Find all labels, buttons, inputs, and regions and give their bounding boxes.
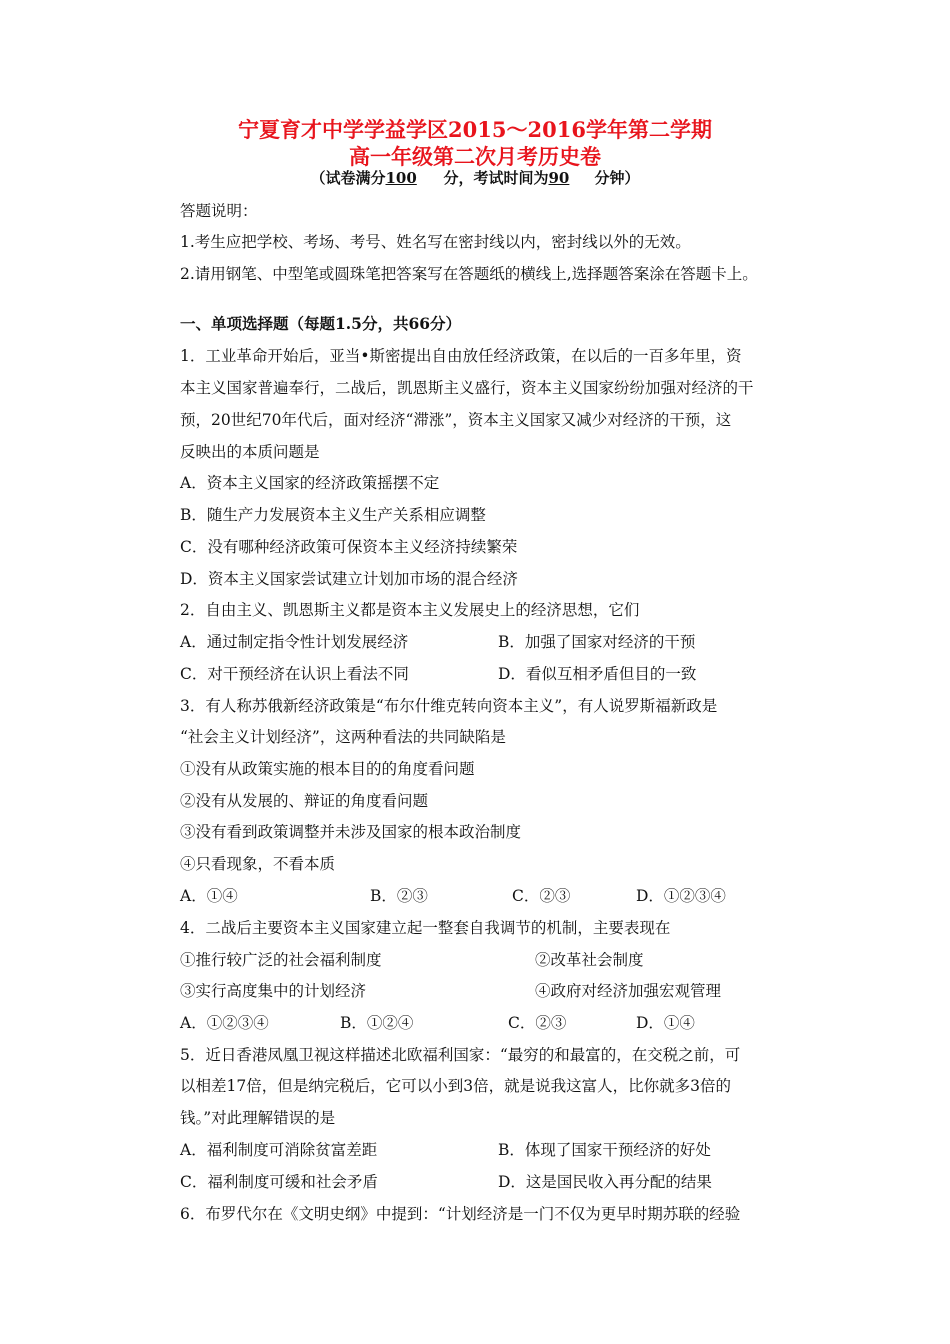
question-5-option-d: D．这是国民收入再分配的结果 — [498, 1173, 712, 1191]
subtitle-suffix: 分钟） — [594, 169, 640, 187]
question-3-option-d: D．①②③④ — [636, 887, 726, 905]
question-1-stem: 反映出的本质问题是 — [180, 443, 320, 461]
question-1-stem: 预，20世纪70年代后，面对经济“滞涨”，资本主义国家又减少对经济的干预，这 — [180, 411, 732, 429]
exam-title-line2: 高一年级第二次月考历史卷 — [349, 144, 601, 169]
question-3-item: ①没有从政策实施的根本目的的角度看问题 — [180, 760, 475, 778]
question-4-item: ②改革社会制度 — [535, 951, 644, 969]
question-1-option-c: C．没有哪种经济政策可保资本主义经济持续繁荣 — [180, 538, 518, 556]
question-2-option-d: D．看似互相矛盾但目的一致 — [498, 665, 697, 683]
question-6-stem: 6．布罗代尔在《文明史纲》中提到：“计划经济是一门不仅为更早时期苏联的经验 — [180, 1205, 741, 1223]
question-1-stem: 本主义国家普遍奉行，二战后，凯恩斯主义盛行，资本主义国家纷纷加强对经济的干 — [180, 379, 754, 397]
instructions-heading: 答题说明： — [180, 202, 258, 220]
question-4-option-d: D．①④ — [636, 1014, 695, 1032]
question-3-item: ③没有看到政策调整并未涉及国家的根本政治制度 — [180, 823, 522, 841]
question-3-item: ④只看现象，不看本质 — [180, 855, 336, 873]
question-3-stem: “社会主义计划经济”，这两种看法的共同缺陷是 — [180, 728, 506, 746]
question-1-option-a: A．资本主义国家的经济政策摇摆不定 — [180, 474, 440, 492]
question-5-stem: 以相差17倍，但是纳完税后，它可以小到3倍，就是说我这富人，比你就多3倍的 — [180, 1077, 731, 1095]
question-3-option-c: C．②③ — [512, 887, 571, 905]
question-5-stem: 5．近日香港凤凰卫视这样描述北欧福利国家：“最穷的和最富的，在交税之前，可 — [180, 1046, 741, 1064]
question-2-option-b: B．加强了国家对经济的干预 — [498, 633, 696, 651]
question-5-option-a: A．福利制度可消除贫富差距 — [180, 1141, 378, 1159]
question-1-stem: 1．工业革命开始后，亚当•斯密提出自由放任经济政策，在以后的一百多年里，资 — [180, 347, 742, 365]
question-4-item: ③实行高度集中的计划经济 — [180, 982, 367, 1000]
question-4-option-c: C．②③ — [508, 1014, 567, 1032]
question-1-option-d: D．资本主义国家尝试建立计划加市场的混合经济 — [180, 570, 518, 588]
question-4-option-a: A．①②③④ — [180, 1014, 269, 1032]
section-heading: 一、单项选择题（每题1.5分，共66分） — [180, 314, 462, 333]
question-4-option-b: B．①②④ — [340, 1014, 414, 1032]
question-5-stem: 钱。”对此理解错误的是 — [180, 1109, 336, 1127]
exam-title-line1: 宁夏育才中学学益学区2015～2016学年第二学期 — [238, 117, 712, 142]
duration-blank: 90 — [548, 169, 570, 187]
question-3-stem: 3．有人称苏俄新经济政策是“布尔什维克转向资本主义”，有人说罗斯福新政是 — [180, 697, 718, 715]
subtitle-prefix: （试卷满分 — [310, 169, 386, 187]
question-2-stem: 2．自由主义、凯恩斯主义都是资本主义发展史上的经济思想，它们 — [180, 601, 640, 619]
full-marks-blank: 100 — [385, 169, 417, 187]
question-4-item: ①推行较广泛的社会福利制度 — [180, 951, 382, 969]
subtitle-middle: 分，考试时间为 — [443, 169, 549, 187]
instruction-item: 2.请用钢笔、中型笔或圆珠笔把答案写在答题纸的横线上,选择题答案涂在答题卡上。 — [180, 265, 758, 283]
question-3-option-a: A．①④ — [180, 887, 238, 905]
question-3-option-b: B．②③ — [370, 887, 428, 905]
exam-subtitle — [0, 168, 950, 188]
question-1-option-b: B．随生产力发展资本主义生产关系相应调整 — [180, 506, 486, 524]
question-5-option-c: C．福利制度可缓和社会矛盾 — [180, 1173, 378, 1191]
question-2-option-c: C．对干预经济在认识上看法不同 — [180, 665, 409, 683]
question-4-item: ④政府对经济加强宏观管理 — [535, 982, 722, 1000]
question-4-stem: 4．二战后主要资本主义国家建立起一整套自我调节的机制，主要表现在 — [180, 919, 671, 937]
instruction-item: 1.考生应把学校、考场、考号、姓名写在密封线以内，密封线以外的无效。 — [180, 233, 691, 251]
question-3-item: ②没有从发展的、辩证的角度看问题 — [180, 792, 429, 810]
question-5-option-b: B．体现了国家干预经济的好处 — [498, 1141, 711, 1159]
question-2-option-a: A．通过制定指令性计划发展经济 — [180, 633, 409, 651]
